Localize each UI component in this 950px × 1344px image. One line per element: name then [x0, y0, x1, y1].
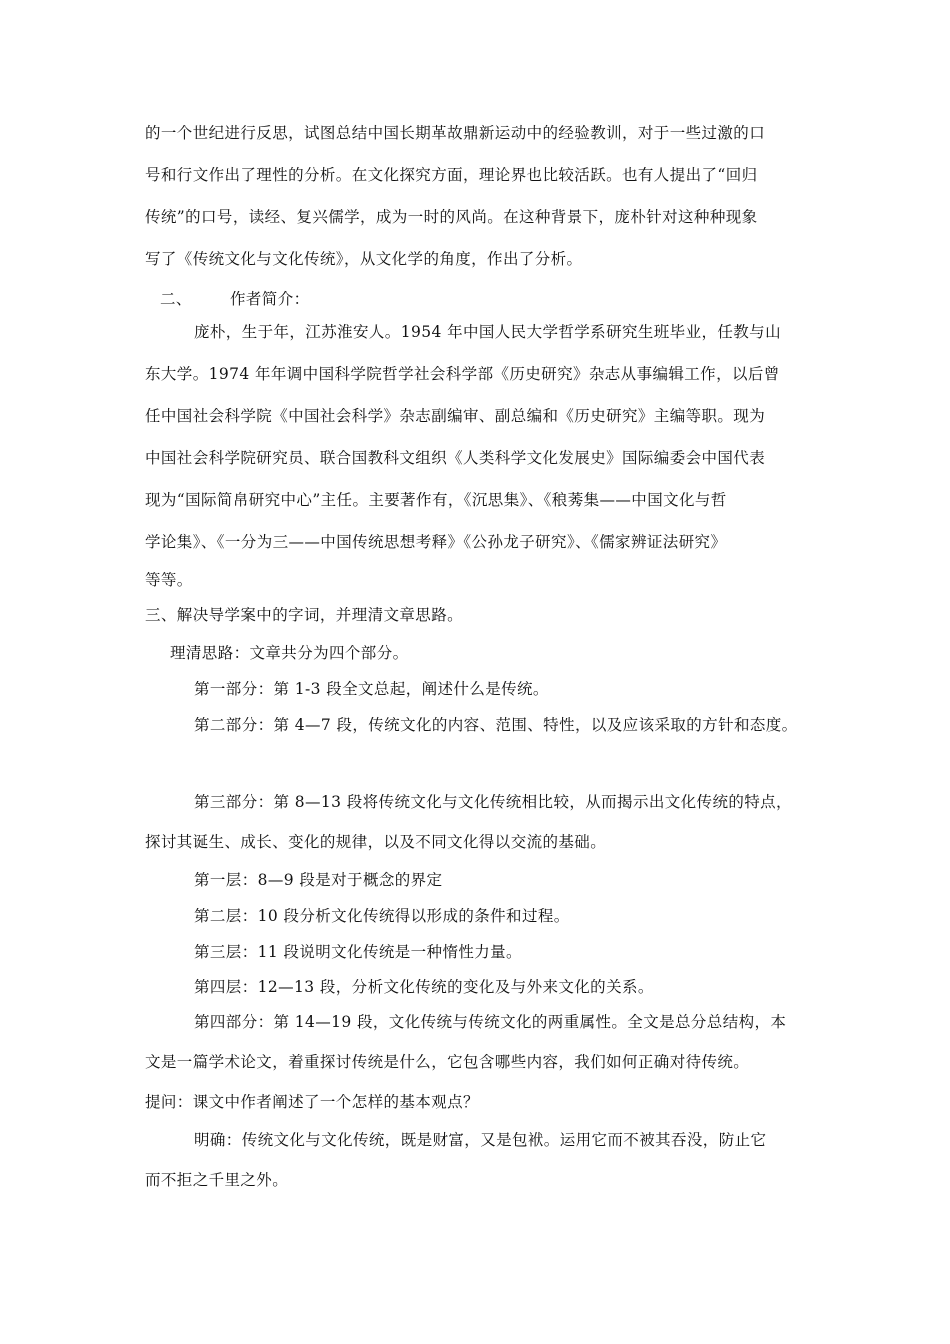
part-three-line-1: 第三部分：第 8—13 段将传统文化与文化传统相比较，从而揭示出文化传统的特点，	[194, 793, 792, 811]
section-two-number: 二、	[160, 290, 192, 308]
answer-line-1: 明确：传统文化与文化传统，既是财富，又是包袱。运用它而不被其吞没，防止它	[194, 1131, 767, 1149]
part-three-line-2: 探讨其诞生、成长、变化的规律，以及不同文化得以交流的基础。	[145, 833, 607, 851]
layer-one: 第一层：8—9 段是对于概念的界定	[194, 871, 443, 889]
layer-three: 第三层：11 段说明文化传统是一种惰性力量。	[194, 943, 522, 961]
part-two: 第二部分：第 4—7 段，传统文化的内容、范围、特性，以及应该采取的方针和态度。	[194, 716, 798, 734]
author-bio-line-3: 任中国社会科学院《中国社会科学》杂志副编审、副总编和《历史研究》主编等职。现为	[145, 407, 766, 425]
intro-line-2: 号和行文作出了理性的分析。在文化探究方面，理论界也比较活跃。也有人提出了“回归	[145, 166, 758, 184]
outline-intro: 理清思路：文章共分为四个部分。	[170, 644, 409, 662]
section-three-heading: 三、解决导学案中的字词，并理清文章思路。	[145, 606, 464, 624]
part-four-line-2: 文是一篇学术论文，着重探讨传统是什么，它包含哪些内容，我们如何正确对待传统。	[145, 1053, 750, 1071]
author-bio-line-1: 庞朴，生于年，江苏淮安人。1954 年中国人民大学哲学系研究生班毕业，任教与山	[194, 323, 781, 341]
question: 提问：课文中作者阐述了一个怎样的基本观点？	[145, 1093, 479, 1111]
intro-line-3: 传统”的口号，读经、复兴儒学，成为一时的风尚。在这种背景下，庞朴针对这种种现象	[145, 208, 758, 226]
author-bio-line-6: 学论集》、《一分为三——中国传统思想考释》《公孙龙子研究》、《儒家辨证法研究》	[145, 533, 727, 551]
layer-two: 第二层：10 段分析文化传统得以形成的条件和过程。	[194, 907, 570, 925]
author-bio-line-2: 东大学。1974 年年调中国科学院哲学社会科学部《历史研究》杂志从事编辑工作，以后曾	[145, 365, 780, 383]
answer-line-2: 而不拒之千里之外。	[145, 1171, 289, 1189]
section-two-title: 作者简介：	[230, 290, 310, 308]
author-bio-line-7: 等等。	[145, 571, 193, 589]
author-bio-line-4: 中国社会科学院研究员、联合国教科文组织《人类科学文化发展史》国际编委会中国代表	[145, 449, 766, 467]
part-four-line-1: 第四部分：第 14—19 段，文化传统与传统文化的两重属性。全文是总分总结构，本	[194, 1013, 787, 1031]
part-one: 第一部分：第 1-3 段全文总起，阐述什么是传统。	[194, 680, 549, 698]
author-bio-line-5: 现为“国际简帛研究中心”主任。主要著作有，《沉思集》、《稂莠集——中国文化与哲	[145, 491, 727, 509]
intro-line-1: 的一个世纪进行反思，试图总结中国长期革故鼎新运动中的经验教训，对于一些过激的口	[145, 124, 766, 142]
intro-line-4: 写了《传统文化与文化传统》，从文化学的角度，作出了分析。	[145, 250, 583, 268]
layer-four: 第四层：12—13 段，分析文化传统的变化及与外来文化的关系。	[194, 978, 654, 996]
